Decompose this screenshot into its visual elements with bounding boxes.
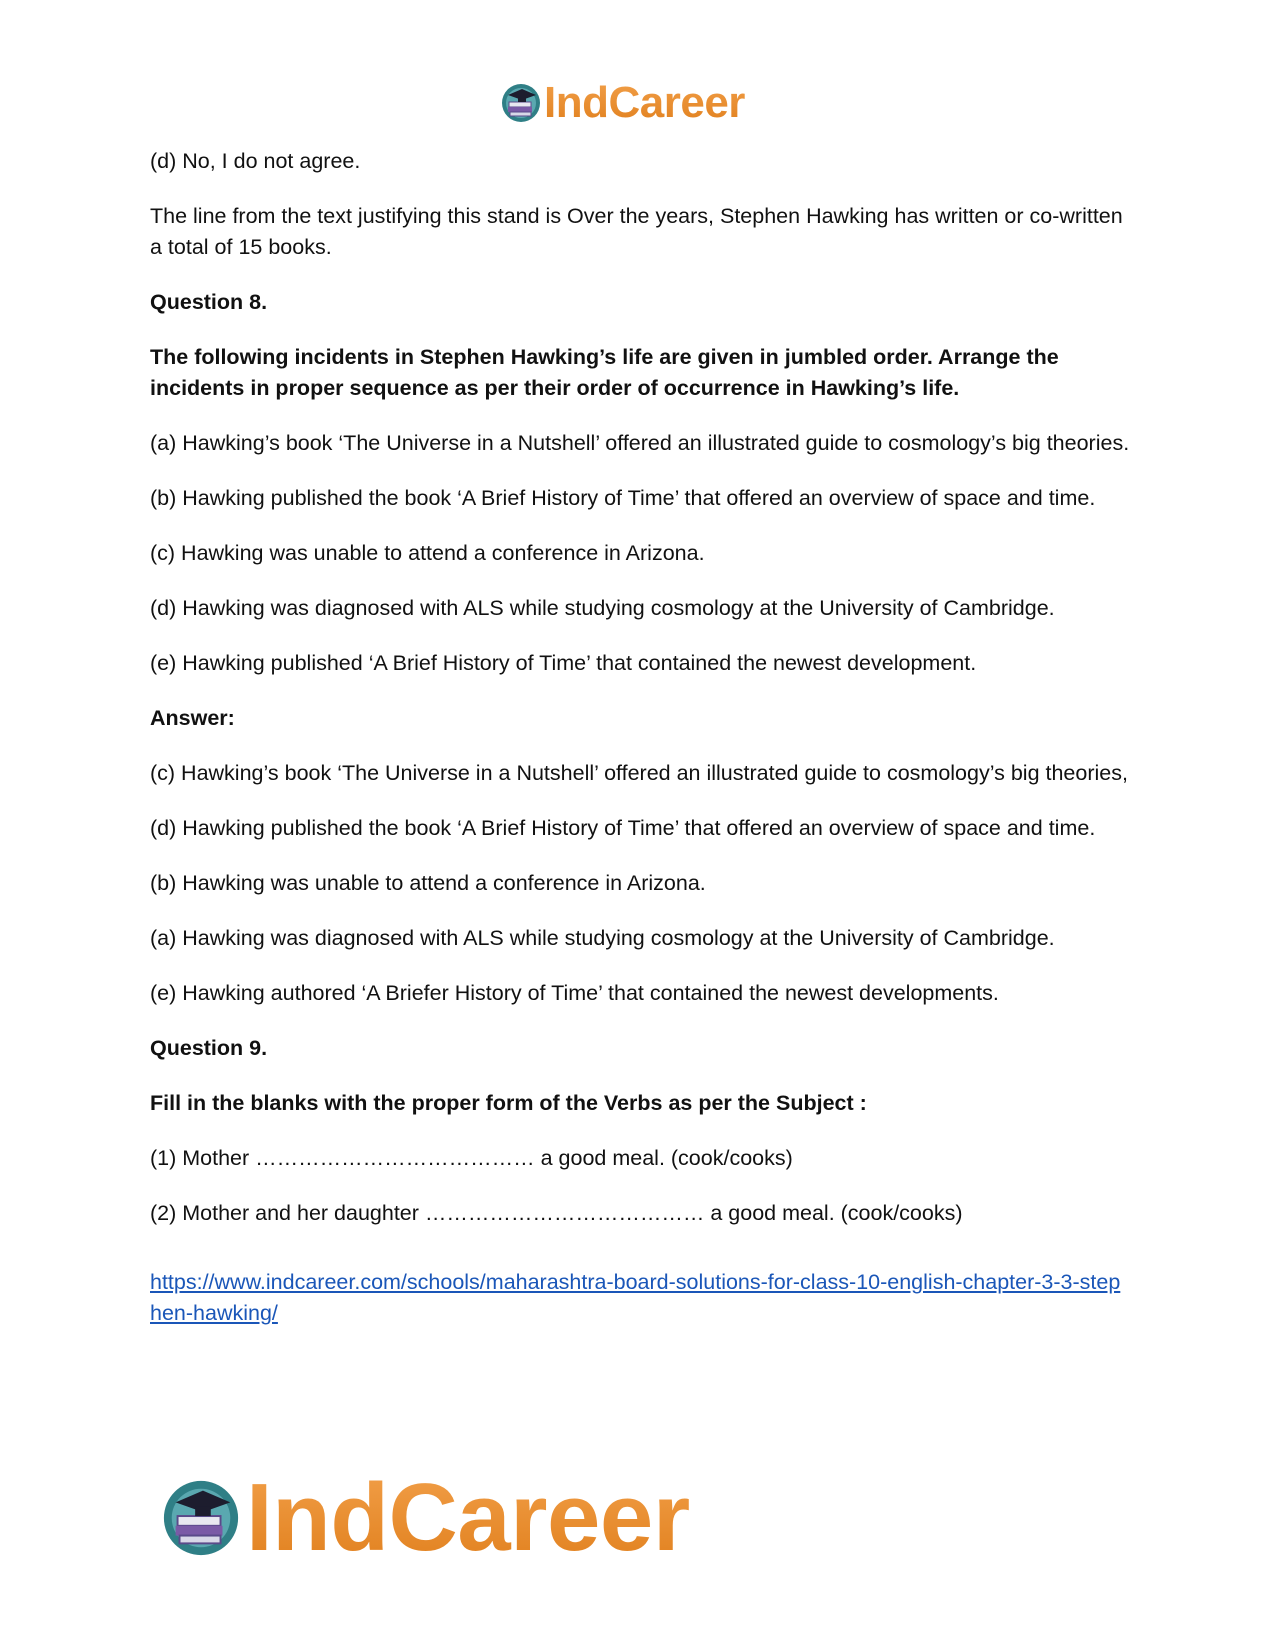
logo-wordmark: IndCareer bbox=[246, 1464, 690, 1571]
graduation-book-globe-icon bbox=[160, 1477, 242, 1559]
source-link[interactable]: https://www.indcareer.com/schools/maharashtra-board-solutions-for-class-10-english-chapter-3-3-stephen-hawking/ bbox=[150, 1270, 1121, 1325]
fill-blank-item: (2) Mother and her daughter ………………………………… a good meal. (cook/cooks) bbox=[150, 1201, 963, 1225]
option-item: (d) Hawking was diagnosed with ALS while studying cosmology at the University of Cambridge. bbox=[150, 596, 1055, 620]
footer-logo bbox=[160, 1464, 690, 1571]
answer-item: (c) Hawking’s book ‘The Universe in a Nutshell’ offered an illustrated guide to cosmology’s big theories, bbox=[150, 761, 1128, 785]
answer-item: (b) Hawking was unable to attend a conference in Arizona. bbox=[150, 871, 706, 895]
logo-wordmark: IndCareer bbox=[544, 78, 745, 127]
answer-item: (a) Hawking was diagnosed with ALS while studying cosmology at the University of Cambridge. bbox=[150, 926, 1055, 950]
option-item: (e) Hawking published ‘A Brief History of Time’ that contained the newest development. bbox=[150, 651, 977, 675]
fill-blank-item: (1) Mother ………………………………… a good meal. (cook/cooks) bbox=[150, 1146, 793, 1170]
justification-paragraph: The line from the text justifying this stand is Over the years, Stephen Hawking has written or co-written a total of 15 books. bbox=[150, 204, 1123, 259]
answer-item: (d) Hawking published the book ‘A Brief History of Time’ that offered an overview of space and time. bbox=[150, 816, 1096, 840]
question-heading: Question 8. bbox=[150, 290, 268, 314]
option-item: (c) Hawking was unable to attend a conference in Arizona. bbox=[150, 541, 705, 565]
answer-heading: Answer: bbox=[150, 706, 235, 730]
option-item: (a) Hawking’s book ‘The Universe in a Nutshell’ offered an illustrated guide to cosmology’s big theories. bbox=[150, 431, 1130, 455]
document-body bbox=[150, 146, 1130, 1329]
question-prompt: Fill in the blanks with the proper form of the Verbs as per the Subject : bbox=[150, 1091, 867, 1115]
answer-item: (e) Hawking authored ‘A Briefer History of Time’ that contained the newest developments. bbox=[150, 981, 999, 1005]
header-logo bbox=[500, 78, 745, 128]
graduation-book-globe-icon bbox=[500, 82, 542, 124]
question-heading: Question 9. bbox=[150, 1036, 268, 1060]
answer-line: (d) No, I do not agree. bbox=[150, 149, 361, 173]
option-item: (b) Hawking published the book ‘A Brief History of Time’ that offered an overview of space and time. bbox=[150, 486, 1096, 510]
question-prompt: The following incidents in Stephen Hawking’s life are given in jumbled order. Arrange the incidents in proper sequence as per their order of occurrence in Hawking’s life. bbox=[150, 345, 1059, 400]
